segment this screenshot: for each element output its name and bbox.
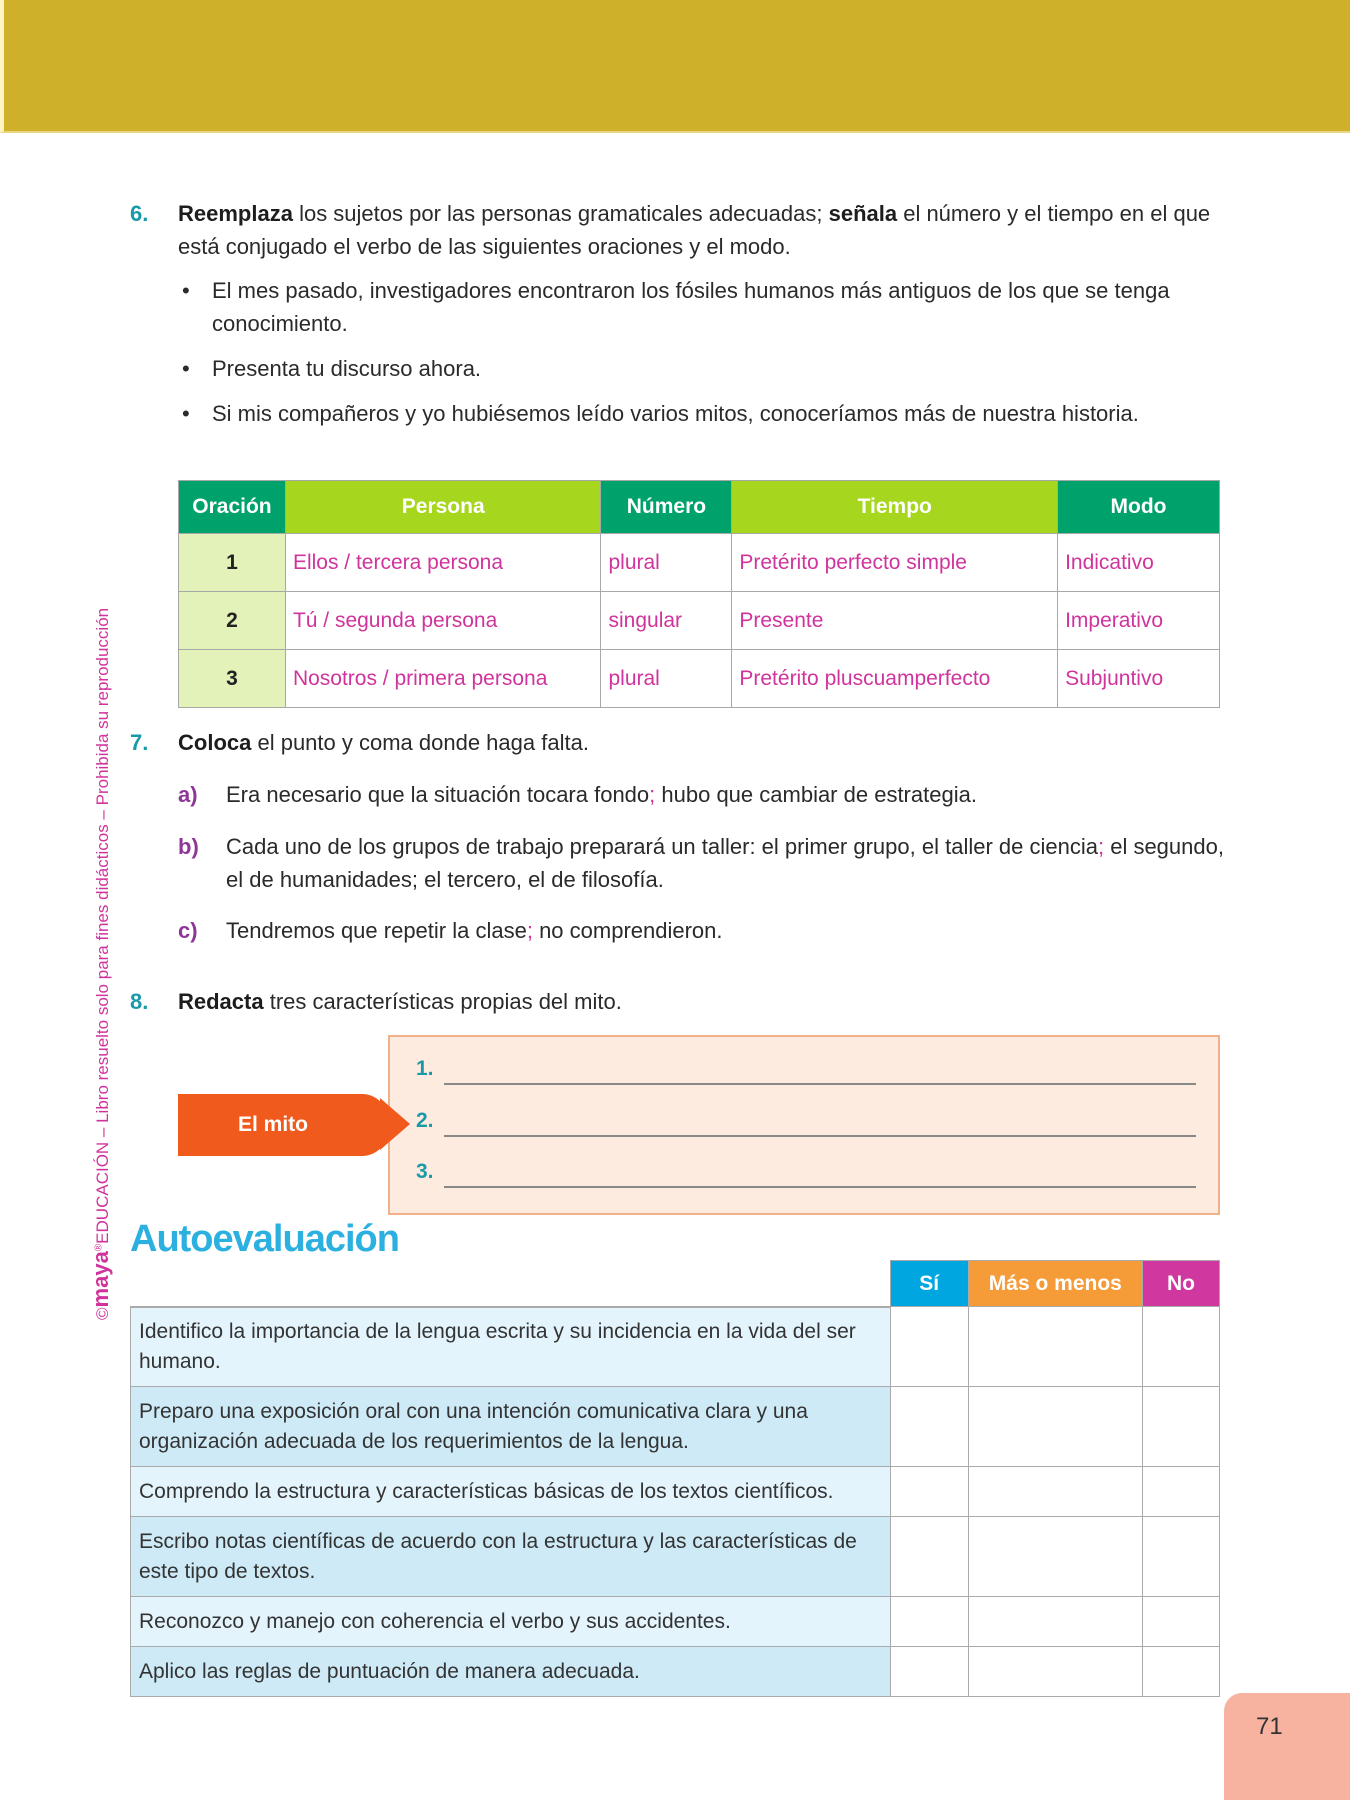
notice-text: EDUCACIÓN – Libro resuelto solo para fines didácticos – Prohibida su reproducción [93, 607, 112, 1244]
criterion-text: Preparo una exposición oral con una intención comunicativa clara y una organización adecuada de los requerimientos de la lengua. [131, 1387, 891, 1467]
cell-persona: Ellos / tercera persona [285, 534, 601, 592]
write-line[interactable] [444, 1083, 1196, 1085]
answer-line-1[interactable] [416, 1057, 1196, 1087]
self-assessment-table [130, 1260, 1220, 1697]
instruction-text: el número y el tiempo en el que está conjugado el verbo de las siguientes oraciones y el modo. [178, 201, 1211, 259]
semicolon-mark: ; [526, 918, 533, 943]
table-row [131, 1387, 1220, 1467]
check-cell-mas-o-menos[interactable] [968, 1597, 1142, 1647]
question-text [178, 197, 1220, 263]
semicolon-mark: ; [1097, 834, 1105, 859]
copyright-symbol: © [93, 1307, 112, 1320]
sentence-list [178, 274, 1218, 442]
question-number: 7. [130, 730, 149, 755]
header-blank [131, 1261, 891, 1307]
header-si: Sí [890, 1261, 968, 1307]
cell-numero: singular [601, 592, 732, 650]
check-cell-mas-o-menos[interactable] [968, 1467, 1142, 1517]
mito-label-tag: El mito [178, 1094, 388, 1156]
cell-tiempo: Pretérito pluscuamperfecto [732, 650, 1058, 708]
header-mas-o-menos: Más o menos [968, 1261, 1142, 1307]
table-header [131, 1261, 1220, 1307]
criterion-text: Comprendo la estructura y características básicas de los textos científicos. [131, 1467, 891, 1517]
check-cell-no[interactable] [1142, 1647, 1219, 1697]
copyright-notice [88, 608, 114, 1320]
check-cell-si[interactable] [890, 1597, 968, 1647]
section-title: Autoevaluación [130, 1218, 399, 1260]
check-cell-no[interactable] [1142, 1517, 1219, 1597]
row-index: 2 [179, 592, 286, 650]
header-no: No [1142, 1261, 1219, 1307]
instruction-verb: Coloca [178, 730, 252, 755]
header-oracion: Oración [179, 481, 286, 534]
instruction-text: los sujetos por las personas gramaticales adecuadas; [292, 201, 829, 226]
table-row [131, 1467, 1220, 1517]
row-index: 1 [179, 534, 286, 592]
check-cell-no[interactable] [1142, 1597, 1219, 1647]
question-number: 8. [130, 989, 149, 1014]
header-persona: Persona [285, 481, 601, 534]
question-8 [130, 985, 1220, 1018]
item-label: c) [178, 918, 198, 943]
check-cell-si[interactable] [890, 1647, 968, 1697]
row-index: 3 [179, 650, 286, 708]
cell-modo: Imperativo [1058, 592, 1220, 650]
item-label: a) [178, 782, 198, 807]
table-row [131, 1597, 1220, 1647]
arrow-right-icon [380, 1098, 410, 1150]
table-row [179, 534, 1220, 592]
instruction-verb: Redacta [178, 989, 264, 1014]
question-text [178, 985, 1220, 1018]
criterion-text: Identifico la importancia de la lengua escrita y su incidencia en la vida del ser humano. [131, 1307, 891, 1387]
table-row [131, 1517, 1220, 1597]
answer-line-2[interactable] [416, 1109, 1196, 1139]
check-cell-no[interactable] [1142, 1307, 1219, 1387]
write-line[interactable] [444, 1135, 1196, 1137]
header-modo: Modo [1058, 481, 1220, 534]
table-row [179, 592, 1220, 650]
line-number: 3. [416, 1160, 434, 1183]
semicolon-mark: ; [649, 782, 656, 807]
check-cell-no[interactable] [1142, 1387, 1219, 1467]
sentence-text: el segundo, el de humanidades; el tercero, el de filosofía. [226, 834, 1224, 892]
check-cell-si[interactable] [890, 1467, 968, 1517]
check-cell-si[interactable] [890, 1307, 968, 1387]
line-number: 1. [416, 1057, 434, 1080]
answer-box [388, 1035, 1220, 1215]
question-number: 6. [130, 201, 149, 226]
cell-tiempo: Pretérito perfecto simple [732, 534, 1058, 592]
cell-persona: Nosotros / primera persona [285, 650, 601, 708]
check-cell-mas-o-menos[interactable] [968, 1387, 1142, 1467]
table-header [179, 481, 1220, 534]
exercise-item-b [178, 830, 1228, 896]
answer-line-3[interactable] [416, 1160, 1196, 1190]
exercise-item-a [178, 778, 1228, 811]
instruction-text: tres características propias del mito. [263, 989, 622, 1014]
question-text [178, 726, 1220, 759]
sentence-text: Tendremos que repetir la clase [226, 918, 527, 943]
cell-numero: plural [601, 534, 732, 592]
cell-numero: plural [601, 650, 732, 708]
criterion-text: Aplico las reglas de puntuación de manera adecuada. [131, 1647, 891, 1697]
sentence-text: Cada uno de los grupos de trabajo preparará un taller: el primer grupo, el taller de ciencia [226, 834, 1098, 859]
sentence-text: hubo que cambiar de estrategia. [655, 782, 977, 807]
list-item: • Presenta tu discurso ahora. [178, 352, 1218, 385]
cell-modo: Indicativo [1058, 534, 1220, 592]
instruction-verb: Reemplaza [178, 201, 293, 226]
write-line[interactable] [444, 1186, 1196, 1188]
line-number: 2. [416, 1109, 434, 1132]
instruction-verb: señala [828, 201, 898, 226]
question-7 [130, 726, 1220, 759]
header-numero: Número [601, 481, 732, 534]
header-band [0, 0, 1350, 133]
check-cell-mas-o-menos[interactable] [968, 1517, 1142, 1597]
registered-mark: ® [93, 1243, 105, 1252]
conjugation-table [178, 480, 1220, 708]
question-6 [130, 197, 1220, 263]
cell-modo: Subjuntivo [1058, 650, 1220, 708]
check-cell-si[interactable] [890, 1387, 968, 1467]
table-row [131, 1647, 1220, 1697]
sentence-text: no comprendieron. [532, 918, 723, 943]
list-item: • El mes pasado, investigadores encontraron los fósiles humanos más antiguos de los que se tenga conocimiento. [178, 274, 1218, 340]
brand-logo: maya [88, 1251, 113, 1308]
check-cell-si[interactable] [890, 1517, 968, 1597]
cell-persona: Tú / segunda persona [285, 592, 601, 650]
check-cell-no[interactable] [1142, 1467, 1219, 1517]
criterion-text: Reconozco y manejo con coherencia el verbo y sus accidentes. [131, 1597, 891, 1647]
check-cell-mas-o-menos[interactable] [968, 1307, 1142, 1387]
header-tiempo: Tiempo [732, 481, 1058, 534]
criterion-text: Escribo notas científicas de acuerdo con la estructura y las características de este tipo de textos. [131, 1517, 891, 1597]
table-row [131, 1307, 1220, 1387]
item-label: b) [178, 834, 199, 859]
table-row [179, 650, 1220, 708]
exercise-item-c [178, 914, 1228, 947]
page-number: 71 [1224, 1693, 1350, 1800]
check-cell-mas-o-menos[interactable] [968, 1647, 1142, 1697]
list-item: • Si mis compañeros y yo hubiésemos leído varios mitos, conoceríamos más de nuestra historia. [178, 397, 1218, 430]
cell-tiempo: Presente [732, 592, 1058, 650]
instruction-text: el punto y coma donde haga falta. [251, 730, 589, 755]
sentence-text: Era necesario que la situación tocara fondo [226, 782, 650, 807]
